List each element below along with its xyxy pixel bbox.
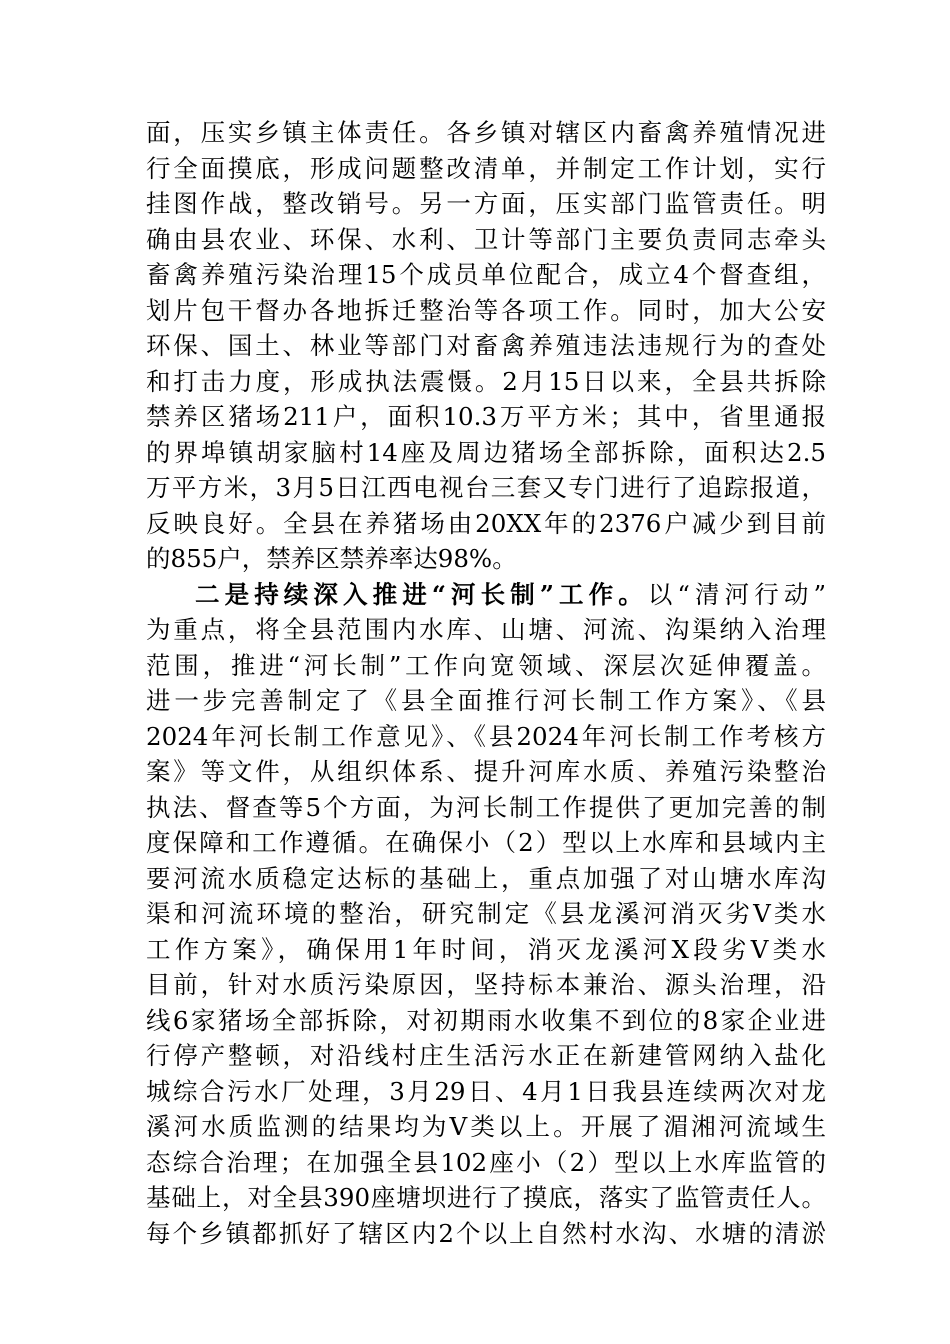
text-line: 行停产整顿，对沿线村庄生活污水正在新建管网纳入盐化 xyxy=(146,1041,826,1070)
text-line: 态综合治理；在加强全县102座小（2）型以上水库监管的 xyxy=(146,1147,826,1177)
document-page xyxy=(146,115,826,1251)
text-line: 城综合污水厂处理，3月29日、4月1日我县连续两次对龙 xyxy=(146,1076,826,1106)
text-line: 的界埠镇胡家脑村14座及周边猪场全部拆除，面积达2.5 xyxy=(146,437,826,467)
text-line: 工作方案》，确保用1年时间，消灭龙溪河X段劣Ⅴ类水 xyxy=(146,934,826,964)
text-line: 为重点，将全县范围内水库、山塘、河流、沟渠纳入治理 xyxy=(146,615,826,644)
text-line: 要河流水质稳定达标的基础上，重点加强了对山塘水库沟 xyxy=(146,863,826,893)
text-line: 案》等文件，从组织体系、提升河库水质、养殖污染整治 xyxy=(146,757,826,786)
text-line: 目前，针对水质污染原因，坚持标本兼治、源头治理，沿 xyxy=(146,970,826,999)
text-line: 执法、督查等5个方面，为河长制工作提供了更加完善的制 xyxy=(146,792,826,822)
text-line: 度保障和工作遵循。在确保小（2）型以上水库和县域内主 xyxy=(146,828,826,857)
paragraph-2 xyxy=(146,577,826,1252)
text-line: 划片包干督办各地拆迁整治等各项工作。同时，加大公安 xyxy=(146,295,826,325)
paragraph-first-line xyxy=(146,577,826,613)
text-line: 线6家猪场全部拆除，对初期雨水收集不到位的8家企业进 xyxy=(146,1005,826,1035)
text-line: 畜禽养殖污染治理15个成员单位配合，成立4个督查组， xyxy=(146,260,826,289)
text-line: 环保、国土、林业等部门对畜禽养殖违法违规行为的查处 xyxy=(146,331,826,360)
text-line: 每个乡镇都抓好了辖区内2个以上自然村水沟、水塘的清淤 xyxy=(146,1218,826,1248)
text-line: 禁养区猪场211户，面积10.3万平方米；其中，省里通报 xyxy=(146,402,826,431)
section-heading: 二是持续深入推进“河长制”工作。 xyxy=(195,579,648,609)
text-line: 基础上，对全县390座塘坝进行了摸底，落实了监管责任人。 xyxy=(146,1183,826,1212)
text-line: 溪河水质监测的结果均为Ⅴ类以上。开展了湄湘河流域生 xyxy=(146,1112,826,1141)
text-line: 的855户，禁养区禁养率达98%。 xyxy=(146,544,517,573)
text-line: 万平方米，3月5日江西电视台三套又专门进行了追踪报道， xyxy=(146,473,826,502)
text-line: 2024年河长制工作意见》、《县2024年河长制工作考核方 xyxy=(146,721,826,751)
text-line: 和打击力度，形成执法震慑。2月15日以来，全县共拆除 xyxy=(146,366,826,396)
text-line: 挂图作战，整改销号。另一方面，压实部门监管责任。明 xyxy=(146,189,826,218)
text-line: 反映良好。全县在养猪场由20XX年的2376户减少到目前 xyxy=(146,508,826,538)
paragraph-1 xyxy=(146,115,826,577)
text-line: 确由县农业、环保、水利、卫计等部门主要负责同志牵头 xyxy=(146,224,826,254)
text-line: 进一步完善制定了《县全面推行河长制工作方案》、《县 xyxy=(146,686,826,715)
text-line: 面，压实乡镇主体责任。各乡镇对辖区内畜禽养殖情况进 xyxy=(146,118,826,147)
text-line: 范围，推进“河长制”工作向宽领域、深层次延伸覆盖。 xyxy=(146,650,826,680)
text-run: 以“清河行动” xyxy=(647,579,826,609)
text-line: 行全面摸底，形成问题整改清单，并制定工作计划，实行 xyxy=(146,153,826,183)
text-line: 渠和河流环境的整治，研究制定《县龙溪河消灭劣Ⅴ类水 xyxy=(146,899,826,928)
